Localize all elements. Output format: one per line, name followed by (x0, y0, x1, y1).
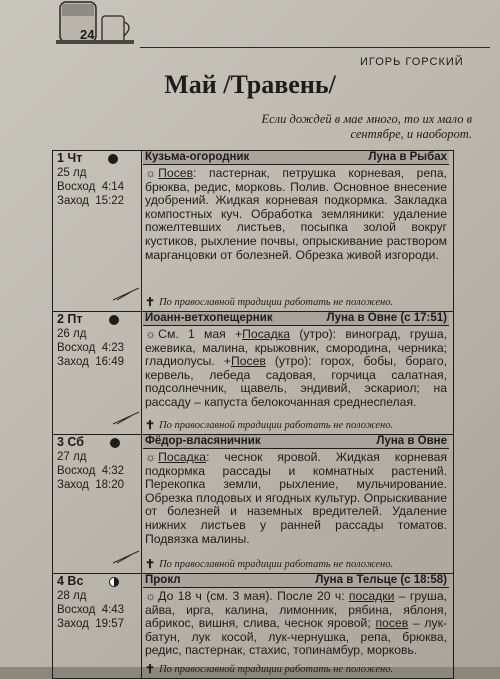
page-title: Май /Травень/ (164, 70, 336, 99)
lunar-day: 27 лд (57, 451, 87, 463)
day-info (53, 574, 143, 631)
moon-phase-icon (109, 577, 119, 587)
sun-icon: ☼ (145, 327, 157, 341)
page-number: 24 (80, 27, 95, 42)
sunrise-label: Восход (57, 465, 96, 477)
day-label: 4 Вс (57, 574, 84, 588)
moon-phase-icon (109, 315, 119, 325)
work-label: Посев (158, 166, 194, 180)
moon-sign: Луна в Овне (с 17:51) (326, 312, 447, 324)
day-label: 2 Пт (57, 312, 83, 326)
lunar-day: 25 лд (57, 167, 87, 179)
sunset-time: 16:49 (95, 356, 124, 368)
sunrise-label: Восход (57, 181, 96, 193)
entry-header (143, 151, 449, 165)
orthodox-note: ✝ По православной традиции работать не положено. (145, 295, 394, 309)
work-label-2: посев (375, 616, 409, 631)
sprout-sketch-icon (111, 549, 141, 565)
saint-name: Кузьма-огородник (145, 151, 250, 163)
sunset-label: Заход (57, 618, 89, 630)
orthodox-note: ✝ По православной традиции работать не положено. (145, 557, 394, 571)
sunrise-label: Восход (57, 604, 96, 616)
day-info (53, 151, 143, 208)
sunset-label: Заход (57, 479, 89, 491)
day-info (53, 312, 143, 369)
calendar-entry (53, 312, 453, 435)
calendar-entry (53, 435, 453, 574)
sprout-sketch-icon (111, 286, 141, 302)
entry-header (143, 574, 449, 588)
moon-phase-icon (110, 438, 120, 448)
moon-sign: Луна в Тельце (с 18:58) (315, 574, 447, 586)
cross-icon: ✝ (145, 662, 156, 676)
sunrise-time: 4:14 (101, 181, 125, 193)
tea-kettle-illustration (52, 0, 138, 46)
sunrise-time: 4:43 (101, 604, 125, 616)
proverb: Если дождей в мае много, то их мало в сентябре, и наоборот. (261, 112, 472, 141)
work-description: ☼ До 18 ч (см. 3 мая). После 20 ч: посадки – груша, айва, ирга, калина, лимонник, рябина, яблоня, абрикос, вишня, слива, чеснок яровой; посев – лук-батун, лук косой, лук-чернушка, репа, брюква, редис, пастернак, стахис, топинамбур, морковь. (145, 589, 447, 658)
sunset-label: Заход (57, 356, 89, 368)
work-label-2: Посев (230, 354, 266, 369)
lunar-day: 26 лд (57, 328, 87, 340)
saint-name: Иоанн-ветхопещерник (145, 312, 273, 324)
calendar-entry (53, 151, 453, 312)
saint-name: Прокл (145, 574, 181, 586)
sunset-time: 15:22 (95, 195, 124, 207)
work-description: ☼ См. 1 мая +Посадка (утро): виноград, груша, ежевика, малина, крыжовник, смородина, черника; гладиолусы. +Посев (утро): горох, бобы, бораго, кервель, лебеда садовая, горчица салатная, подсолнечник, щавель, эндивий, эскариол; на рассаду – капуста белокочанная среднеспелая. (145, 327, 447, 409)
day-label: 3 Сб (57, 435, 85, 449)
sunrise-label: Восход (57, 342, 96, 354)
calendar-table (52, 150, 454, 679)
work-description: ☼ Посев: пастернак, петрушка корневая, репа, брюква, редис, морковь. Полив. Основное внесение удобрений. Жидкая корневая подкормка. Закладка компостных куч. Обработка земляники: удаление пожелтевших листьев, посыпка золой вокруг кустиков, рыхление почвы, опрыскивание раствором марганцовки от болезней. Обрезка живой изгороди. (145, 166, 447, 262)
entry-header (143, 312, 449, 326)
sunrise-time: 4:32 (101, 465, 125, 477)
moon-phase-icon (108, 154, 118, 164)
sun-icon: ☼ (145, 450, 157, 464)
lunar-day: 28 лд (57, 590, 87, 602)
author-name: ИГОРЬ ГОРСКИЙ (360, 56, 464, 68)
sun-icon: ☼ (145, 166, 157, 180)
moon-sign: Луна в Овне (376, 435, 447, 447)
saint-name: Фёдор-власяничник (145, 435, 261, 447)
work-label: Посадка (158, 450, 207, 464)
sunrise-time: 4:23 (101, 342, 125, 354)
header-rule (140, 47, 490, 48)
day-info (53, 435, 143, 492)
orthodox-note: ✝ По православной традиции работать не положено. (145, 662, 394, 676)
cross-icon: ✝ (145, 295, 156, 309)
work-description: ☼ Посадка: чеснок яровой. Жидкая корневая подкормка рассады и комнатных растений. Перекопка земли, рыхление, мульчирование. Обрезка плодовых и ягодных культур. Опрыскивание от болезней и наземных вредителей. Удаление нижних листьев у ранней рассады томатов. Подвязка малины. (145, 450, 447, 546)
sprout-sketch-icon (111, 410, 141, 426)
day-label: 1 Чт (57, 151, 83, 165)
moon-sign: Луна в Рыбах (368, 151, 447, 163)
work-label: посадки (348, 589, 395, 603)
calendar-entry (53, 574, 453, 678)
sunset-time: 19:57 (95, 618, 124, 630)
sunset-time: 18:20 (95, 479, 124, 491)
sun-icon: ☼ (145, 589, 157, 603)
entry-header (143, 435, 449, 449)
cross-icon: ✝ (145, 418, 156, 432)
cross-icon: ✝ (145, 557, 156, 571)
sunset-label: Заход (57, 195, 89, 207)
work-label: Посадка (242, 327, 291, 341)
orthodox-note: ✝ По православной традиции работать не положено. (145, 418, 394, 432)
